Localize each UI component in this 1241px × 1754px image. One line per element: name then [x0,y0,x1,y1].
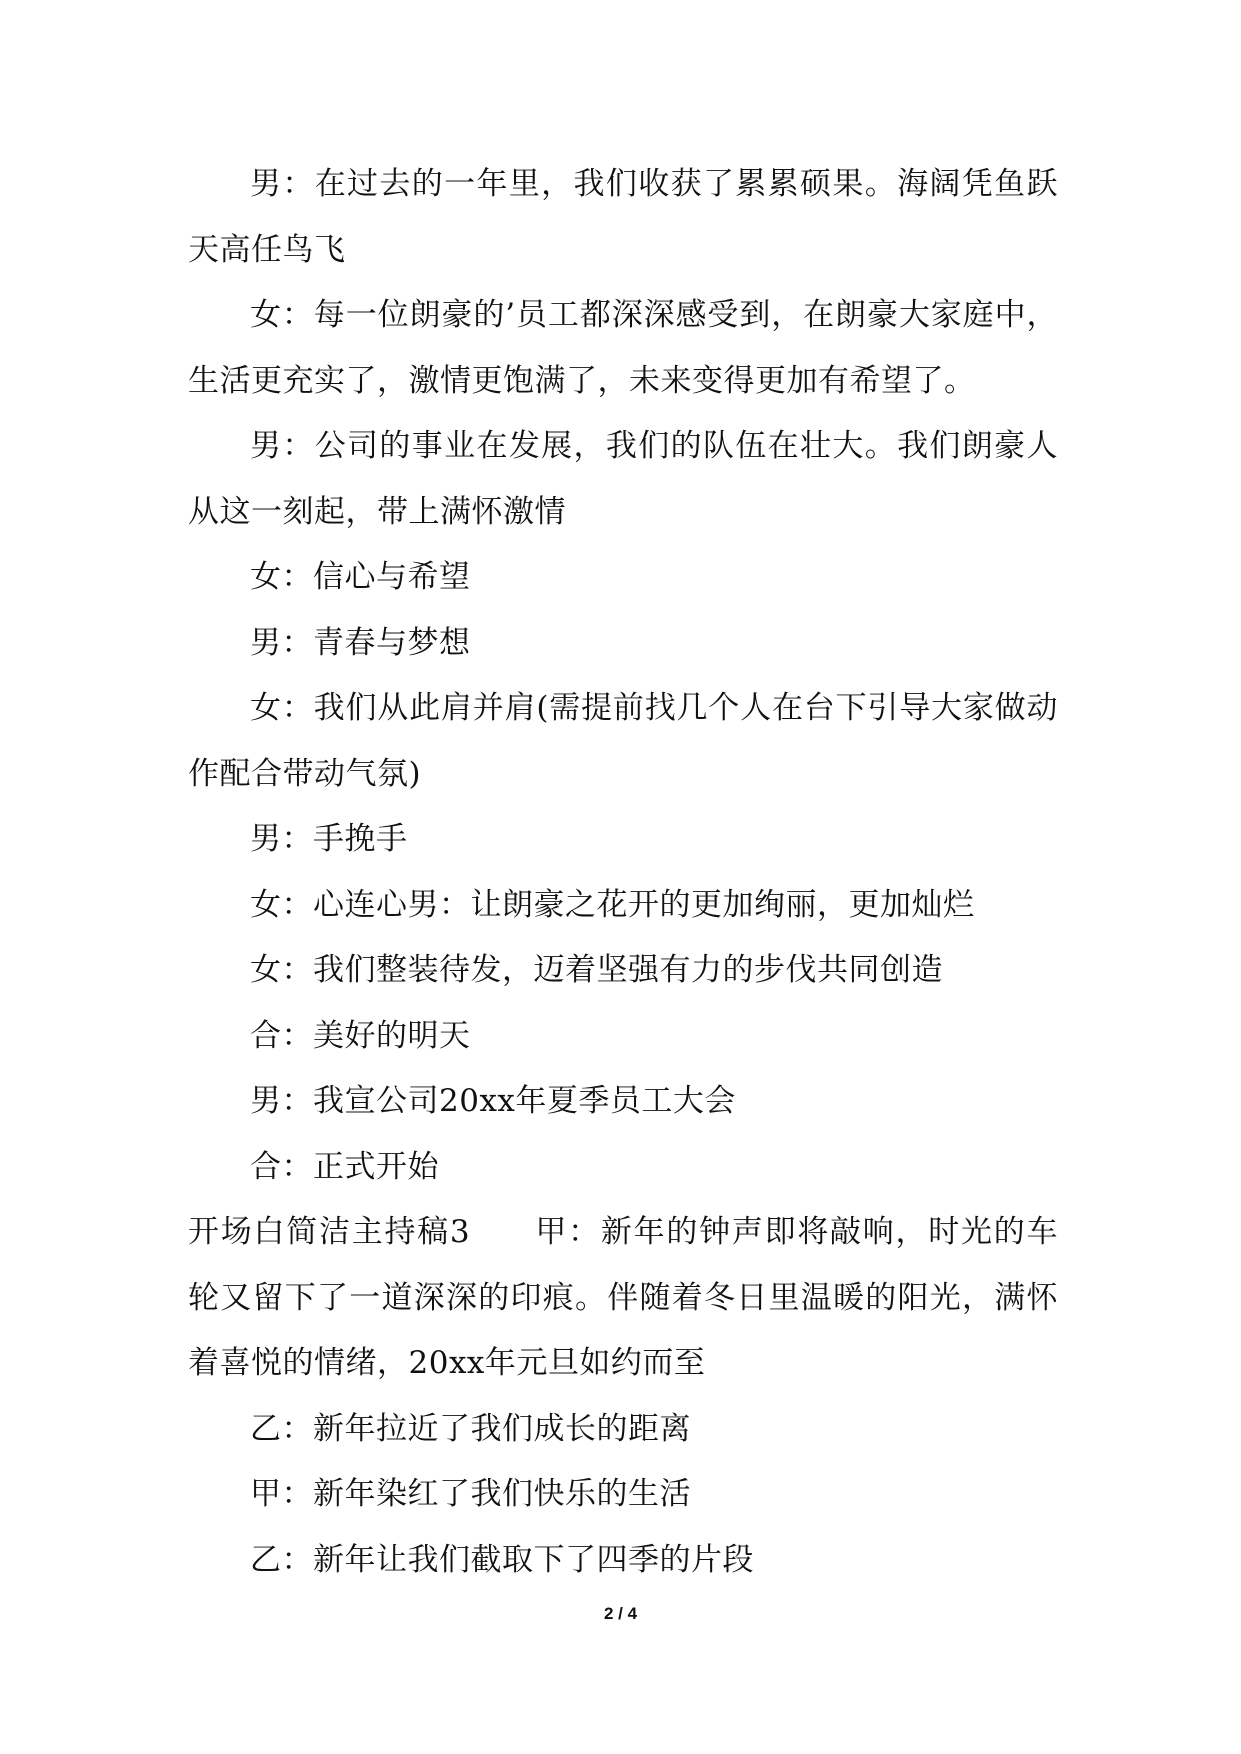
paragraph: 男：青春与梦想 [250,624,471,661]
document-body [188,152,1058,1593]
paragraph: 女：信心与希望 [250,559,471,595]
paragraph: 男：在过去的一年里，我们收获了累累硕果。海阔凭鱼跃天高任鸟飞 [188,166,1058,268]
paragraph: 男：手挽手 [250,821,408,857]
paragraph: 合：美好的明天 [250,1017,471,1054]
paragraph: 合：正式开始 [250,1148,439,1185]
section-heading: 开场白简洁主持稿3 [188,1214,471,1250]
paragraph: 乙：新年拉近了我们成长的距离 [250,1410,691,1447]
section-text: 甲：新年的钟声即将敲响，时光的车轮又留下了一道深深的印痕。伴随着冬日里温暖的阳光，满怀着喜悦的情绪，20xx年元旦如约而至 [188,1214,1058,1381]
paragraph: 乙：新年让我们截取下了四季的片段 [250,1541,754,1578]
page-number: 2 / 4 [603,1604,638,1623]
paragraph: 女：我们整装待发，迈着坚强有力的步伐共同创造 [250,952,943,988]
section-paragraph [188,1200,1058,1397]
paragraph: 女：心连心男：让朗豪之花开的更加绚丽，更加灿烂 [250,886,975,923]
paragraph: 男：我宣公司20xx年夏季员工大会 [250,1083,736,1119]
paragraph: 女：我们从此肩并肩(需提前找几个人在台下引导大家做动作配合带动气氛) [188,690,1058,792]
paragraph: 甲：新年染红了我们快乐的生活 [250,1476,691,1512]
paragraph: 男：公司的事业在发展，我们的队伍在壮大。我们朗豪人从这一刻起，带上满怀激情 [188,428,1058,530]
paragraph: 女：每一位朗豪的’员工都深深感受到，在朗豪大家庭中，生活更充实了，激情更饱满了，未来变得更加有希望了。 [188,297,1058,399]
